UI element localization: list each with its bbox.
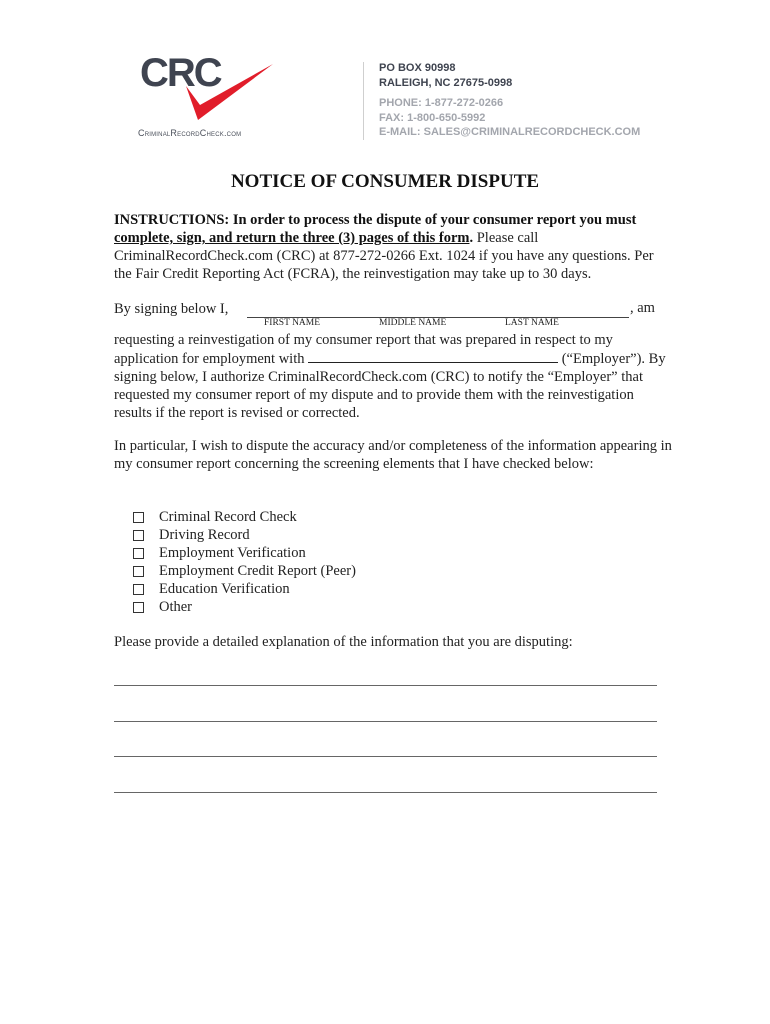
instructions-paragraph (114, 211, 674, 283)
document-title: NOTICE OF CONSUMER DISPUTE (230, 171, 540, 192)
svg-text:CRC: CRC (140, 51, 221, 95)
phone: PHONE: 1-877-272-0266 (379, 97, 504, 109)
instructions-bold-lead: INSTRUCTIONS: In order to process the dispute of your consumer report you must (114, 212, 637, 228)
contact-block (379, 61, 640, 140)
logo-company-name: CriminalRecordCheck.com (138, 128, 242, 138)
checklist-item[interactable]: Driving Record (133, 526, 356, 544)
instructions-rest: Please call CriminalRecordCheck.com (CRC) at 877-272-0266 Ext. 1024 if you have any questions. Per the Fair Credit Reporting Act (FCRA), the reinvestigation may take up to 30 days. (114, 230, 654, 282)
signing-suffix: , am (630, 300, 655, 316)
header-divider (363, 62, 364, 140)
middle-name-label: MIDDLE NAME (379, 318, 447, 328)
explanation-line-4[interactable] (114, 792, 657, 793)
request-paragraph (114, 331, 674, 422)
checklist-item[interactable]: Employment Verification (133, 544, 356, 562)
fax: FAX: 1-800-650-5992 (379, 111, 486, 124)
checkbox-icon[interactable] (133, 584, 144, 595)
instructions-bold-period: . (469, 230, 474, 246)
last-name-label: LAST NAME (505, 318, 559, 328)
employer-field[interactable] (308, 349, 558, 363)
address-line-2: RALEIGH, NC 27675-0998 (379, 76, 513, 89)
checkbox-icon[interactable] (133, 512, 144, 523)
checklist-item[interactable]: Employment Credit Report (Peer) (133, 562, 356, 580)
crc-logo (138, 50, 283, 145)
checkbox-icon[interactable] (133, 530, 144, 541)
explanation-prompt: Please provide a detailed explanation of the information that you are disputing: (114, 634, 573, 650)
explanation-line-1[interactable] (114, 685, 657, 686)
instructions-bold-underlined: complete, sign, and return the three (3) pages of this form (114, 230, 470, 246)
dispute-intro-paragraph: In particular, I wish to dispute the accuracy and/or completeness of the information appearing in my consumer report concerning the screening elements that I have checked below: (114, 438, 672, 472)
signing-prefix: By signing below I, (114, 301, 229, 317)
request-text-before: requesting a reinvestigation of my consumer report that was prepared in respect to my application for employment with (114, 332, 613, 367)
explanation-line-2[interactable] (114, 721, 657, 722)
checkbox-icon[interactable] (133, 566, 144, 577)
checklist-item[interactable]: Criminal Record Check (133, 508, 356, 526)
request-text-after: (“Employer”). By signing below, I authorize CriminalRecordCheck.com (CRC) to notify the “Employer” that requested my consumer report of my dispute and to provide them with the reinvestigation results if the report is revised or corrected. (114, 351, 666, 421)
address-line-1: PO BOX 90998 (379, 62, 456, 74)
email: E-MAIL: SALES@CRIMINALRECORDCHECK.COM (379, 126, 641, 138)
checklist-item[interactable]: Other (133, 598, 356, 616)
screening-elements-checklist (133, 508, 356, 616)
crc-check-logo-icon (138, 50, 283, 130)
explanation-line-3[interactable] (114, 756, 657, 757)
checkbox-icon[interactable] (133, 548, 144, 559)
checkbox-icon[interactable] (133, 602, 144, 613)
checklist-item[interactable]: Education Verification (133, 580, 356, 598)
first-name-label: FIRST NAME (264, 318, 321, 328)
